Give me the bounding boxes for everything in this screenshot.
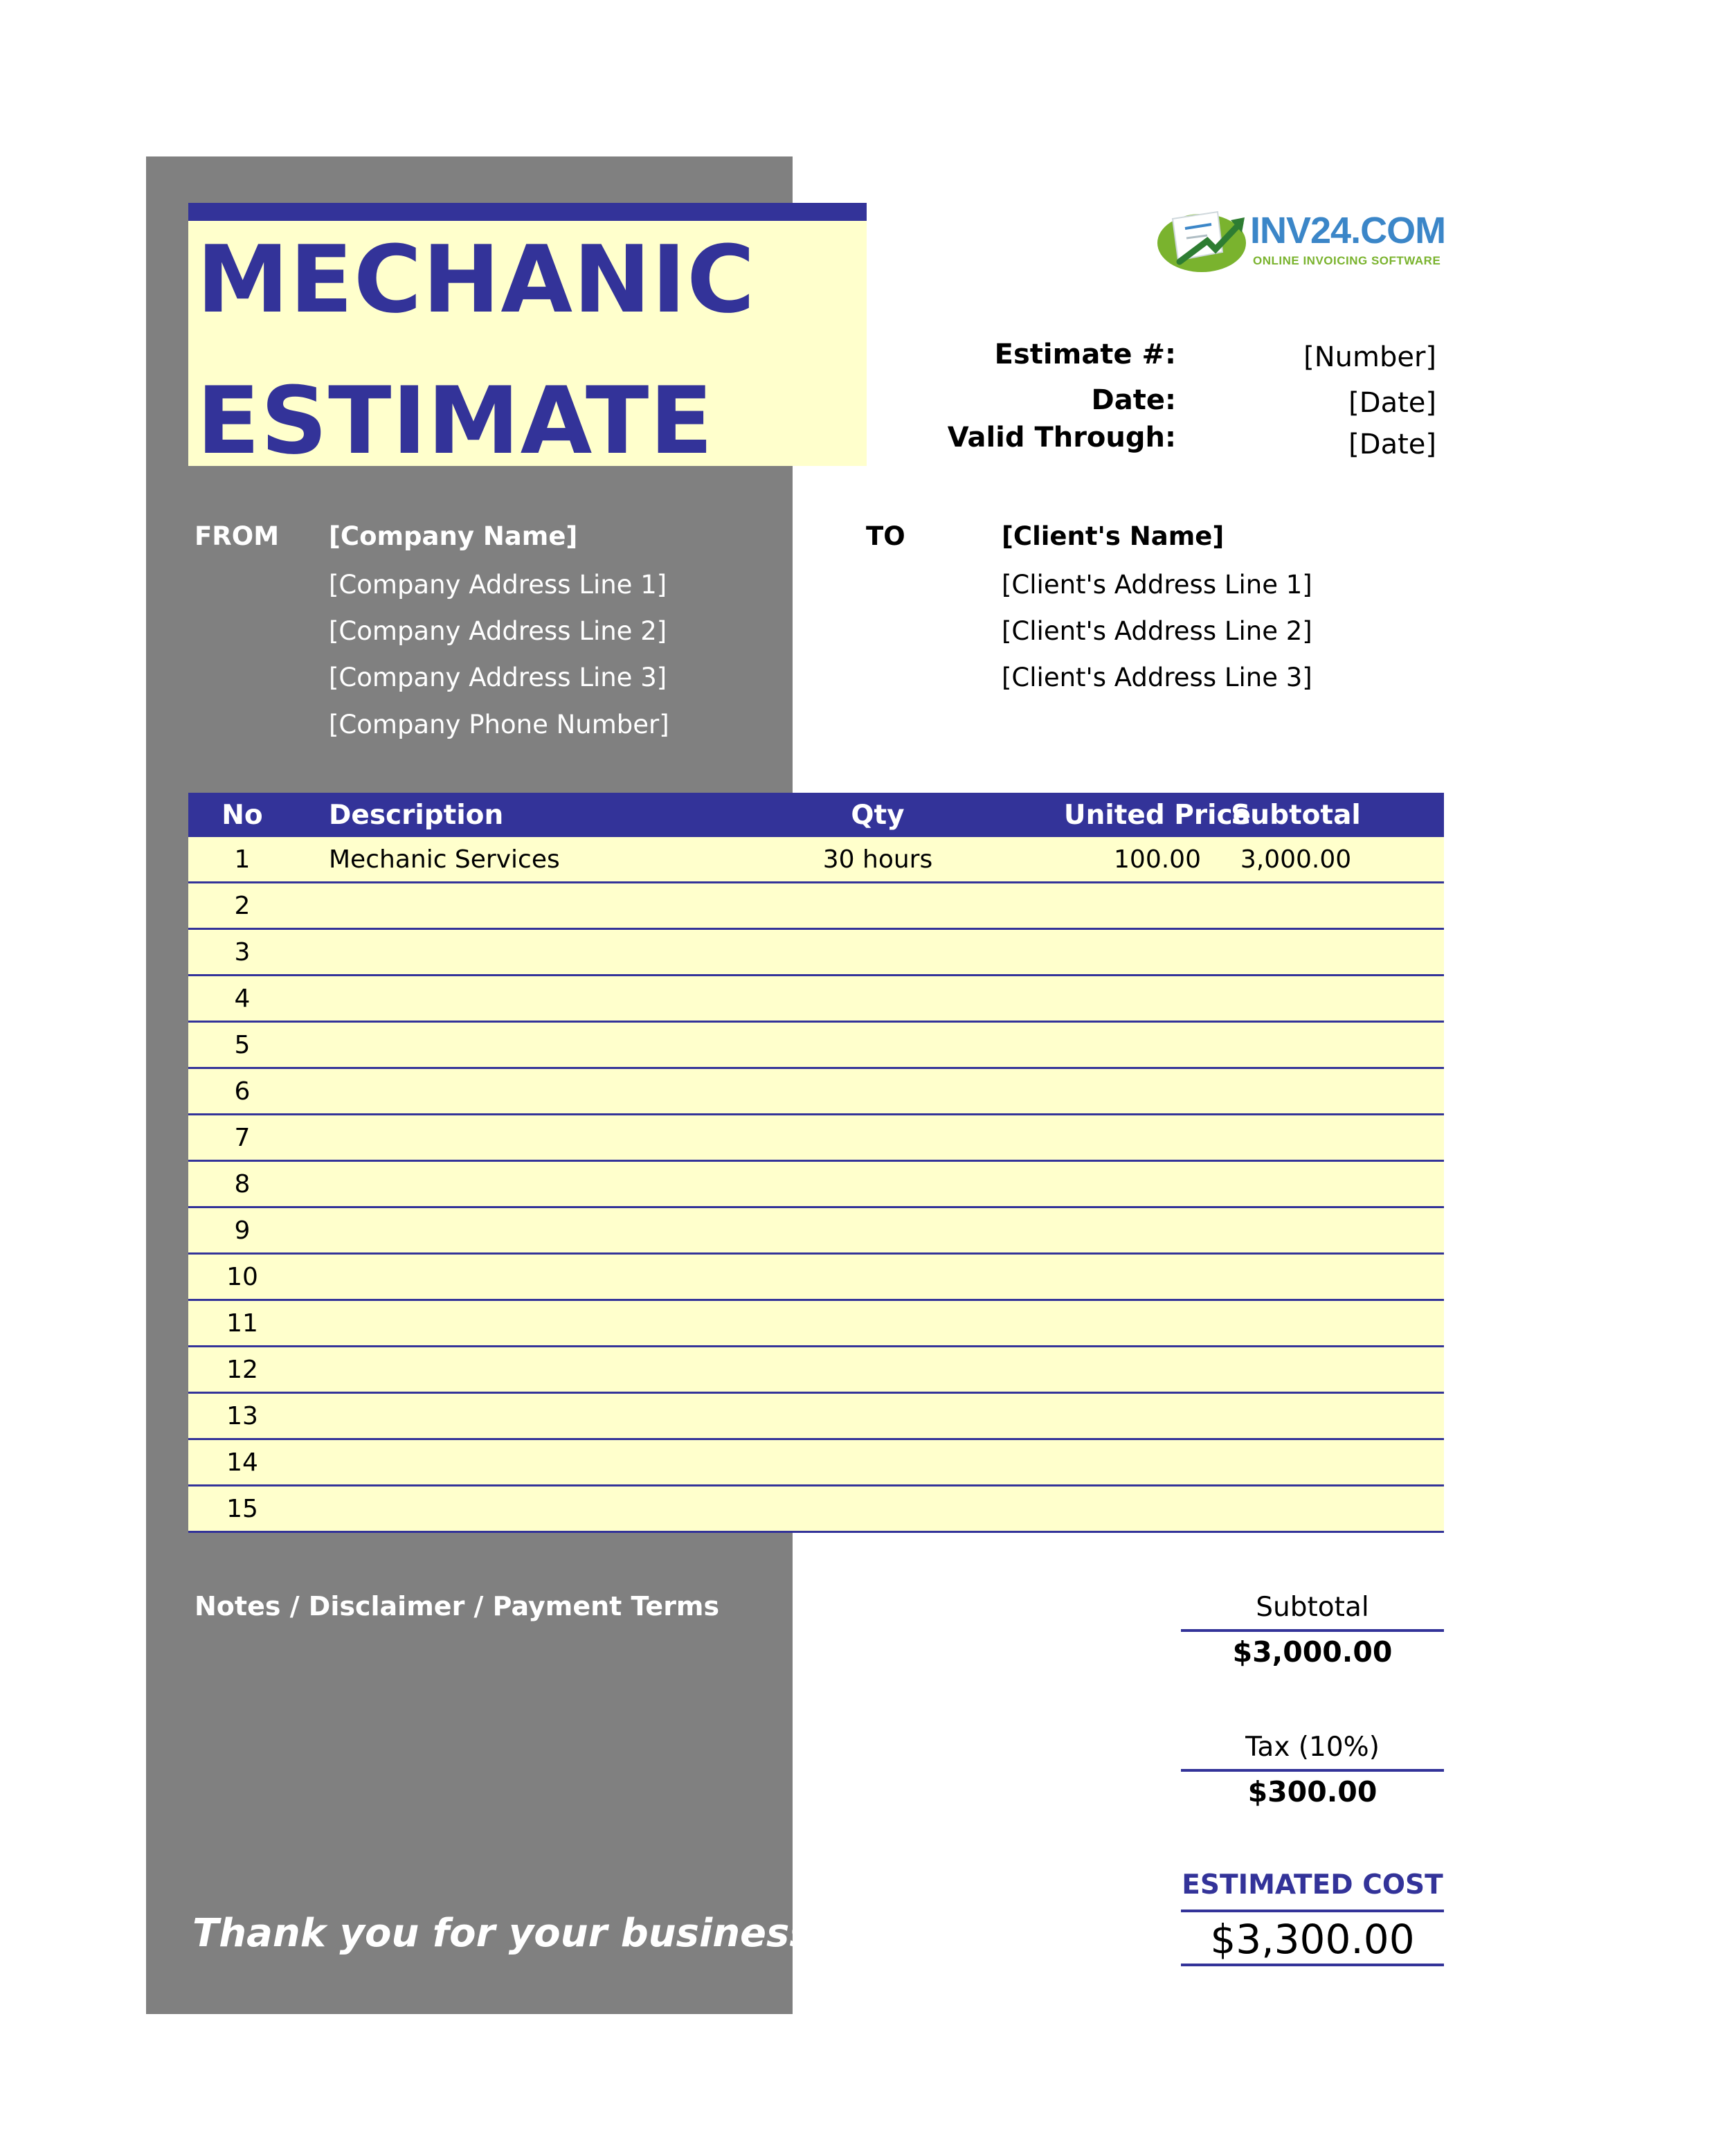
to-client-name: [Client's Name]	[1002, 521, 1225, 551]
total-divider-top	[1181, 1910, 1444, 1912]
cell-qty	[742, 930, 1013, 974]
total-divider-bottom	[1181, 1964, 1444, 1966]
cell-qty	[742, 976, 1013, 1021]
table-row	[188, 1208, 1444, 1255]
subtotal-label: Subtotal	[1256, 1592, 1369, 1623]
estimated-cost-value: $3,300.00	[1210, 1916, 1415, 1963]
cell-no: 8	[234, 1169, 251, 1198]
col-header-qty: Qty	[851, 799, 905, 831]
from-address-line: [Company Address Line 3]	[329, 663, 667, 692]
cell-qty	[742, 1069, 1013, 1113]
table-row	[188, 1115, 1444, 1162]
cell-no: 3	[234, 937, 251, 967]
cell-no: 11	[226, 1309, 258, 1338]
cell-subtotal	[1158, 930, 1434, 974]
cell-subtotal	[1158, 1162, 1434, 1206]
from-company-name: [Company Name]	[329, 521, 578, 551]
cell-subtotal	[1158, 1347, 1434, 1392]
col-header-unit-price: United Price	[1063, 799, 1252, 831]
cell-no: 2	[234, 891, 251, 920]
tax-divider	[1181, 1769, 1444, 1772]
cell-subtotal	[1158, 1301, 1434, 1345]
table-row	[188, 930, 1444, 976]
title-accent-bar	[188, 203, 867, 221]
from-address-line: [Company Address Line 1]	[329, 570, 667, 600]
table-row	[188, 976, 1444, 1023]
cell-no: 5	[234, 1030, 251, 1059]
subtotal-value: $3,000.00	[1232, 1635, 1393, 1669]
table-row	[188, 1162, 1444, 1208]
to-address-line: [Client's Address Line 1]	[1002, 570, 1312, 600]
cell-unit-price: 100.00	[1114, 845, 1201, 874]
to-address-line: [Client's Address Line 3]	[1002, 663, 1312, 692]
items-table	[188, 793, 1444, 1533]
cell-subtotal	[1158, 1023, 1434, 1067]
cell-description: Mechanic Services	[329, 845, 560, 874]
cell-qty	[742, 1486, 1013, 1531]
table-row	[188, 1301, 1444, 1347]
cell-qty	[742, 1440, 1013, 1484]
cell-subtotal: 3,000.00	[1240, 845, 1352, 874]
cell-no: 10	[226, 1262, 258, 1291]
cell-qty	[742, 883, 1013, 928]
cell-no: 15	[226, 1494, 258, 1523]
cell-subtotal	[1158, 1208, 1434, 1252]
from-phone: [Company Phone Number]	[329, 710, 669, 739]
table-row	[188, 1023, 1444, 1069]
tax-label: Tax (10%)	[1245, 1732, 1380, 1763]
date-label: Date:	[1091, 384, 1176, 416]
table-row	[188, 1255, 1444, 1301]
cell-no: 6	[234, 1077, 251, 1106]
cell-subtotal	[1158, 1069, 1434, 1113]
cell-no: 13	[226, 1401, 258, 1430]
cell-subtotal	[1158, 1394, 1434, 1438]
logo-tagline: ONLINE INVOICING SOFTWARE	[1253, 254, 1441, 267]
table-row	[188, 837, 1444, 883]
table-row	[188, 1486, 1444, 1533]
cell-no: 1	[234, 845, 251, 874]
table-row	[188, 1069, 1444, 1115]
cell-qty	[742, 1162, 1013, 1206]
cell-no: 12	[226, 1355, 258, 1384]
cell-qty	[742, 1115, 1013, 1160]
cell-no: 7	[234, 1123, 251, 1152]
title-line-1: MECHANIC	[197, 226, 756, 334]
subtotal-divider	[1181, 1629, 1444, 1632]
table-body	[188, 837, 1444, 1533]
cell-subtotal	[1158, 1486, 1434, 1531]
cell-subtotal	[1158, 883, 1434, 928]
tax-value: $300.00	[1247, 1775, 1378, 1808]
table-row	[188, 883, 1444, 930]
cell-subtotal	[1158, 1440, 1434, 1484]
cell-qty: 30 hours	[822, 845, 933, 874]
table-row	[188, 1440, 1444, 1486]
valid-through-value: [Date]	[1348, 429, 1436, 460]
table-row	[188, 1394, 1444, 1440]
cell-no: 9	[234, 1216, 251, 1245]
valid-through-label: Valid Through:	[947, 422, 1176, 453]
estimate-number-label: Estimate #:	[994, 339, 1176, 370]
col-header-subtotal: Subtotal	[1231, 799, 1361, 831]
table-header	[188, 793, 1444, 837]
notes-label: Notes / Disclaimer / Payment Terms	[195, 1591, 720, 1622]
cell-no: 4	[234, 984, 251, 1013]
estimate-number-value: [Number]	[1303, 341, 1436, 373]
cell-qty	[742, 1347, 1013, 1392]
from-label: FROM	[195, 521, 280, 551]
cell-qty	[742, 1255, 1013, 1299]
cell-subtotal	[1158, 1255, 1434, 1299]
estimated-cost-label: ESTIMATED COST	[1182, 1869, 1443, 1901]
col-header-description: Description	[329, 799, 504, 831]
from-address-line: [Company Address Line 2]	[329, 616, 667, 646]
cell-qty	[742, 1208, 1013, 1252]
cell-subtotal	[1158, 1115, 1434, 1160]
cell-qty	[742, 1301, 1013, 1345]
table-row	[188, 1347, 1444, 1394]
logo-name: INV24.COM	[1250, 210, 1446, 251]
cell-qty	[742, 1394, 1013, 1438]
title-line-2: ESTIMATE	[197, 367, 714, 475]
to-label: TO	[866, 521, 905, 551]
to-address-line: [Client's Address Line 2]	[1002, 616, 1312, 646]
cell-no: 14	[226, 1448, 258, 1477]
thank-you-message: Thank you for your business!	[192, 1911, 831, 1956]
cell-subtotal	[1158, 976, 1434, 1021]
date-value: [Date]	[1348, 387, 1436, 419]
cell-qty	[742, 1023, 1013, 1067]
col-header-no: No	[222, 799, 263, 831]
